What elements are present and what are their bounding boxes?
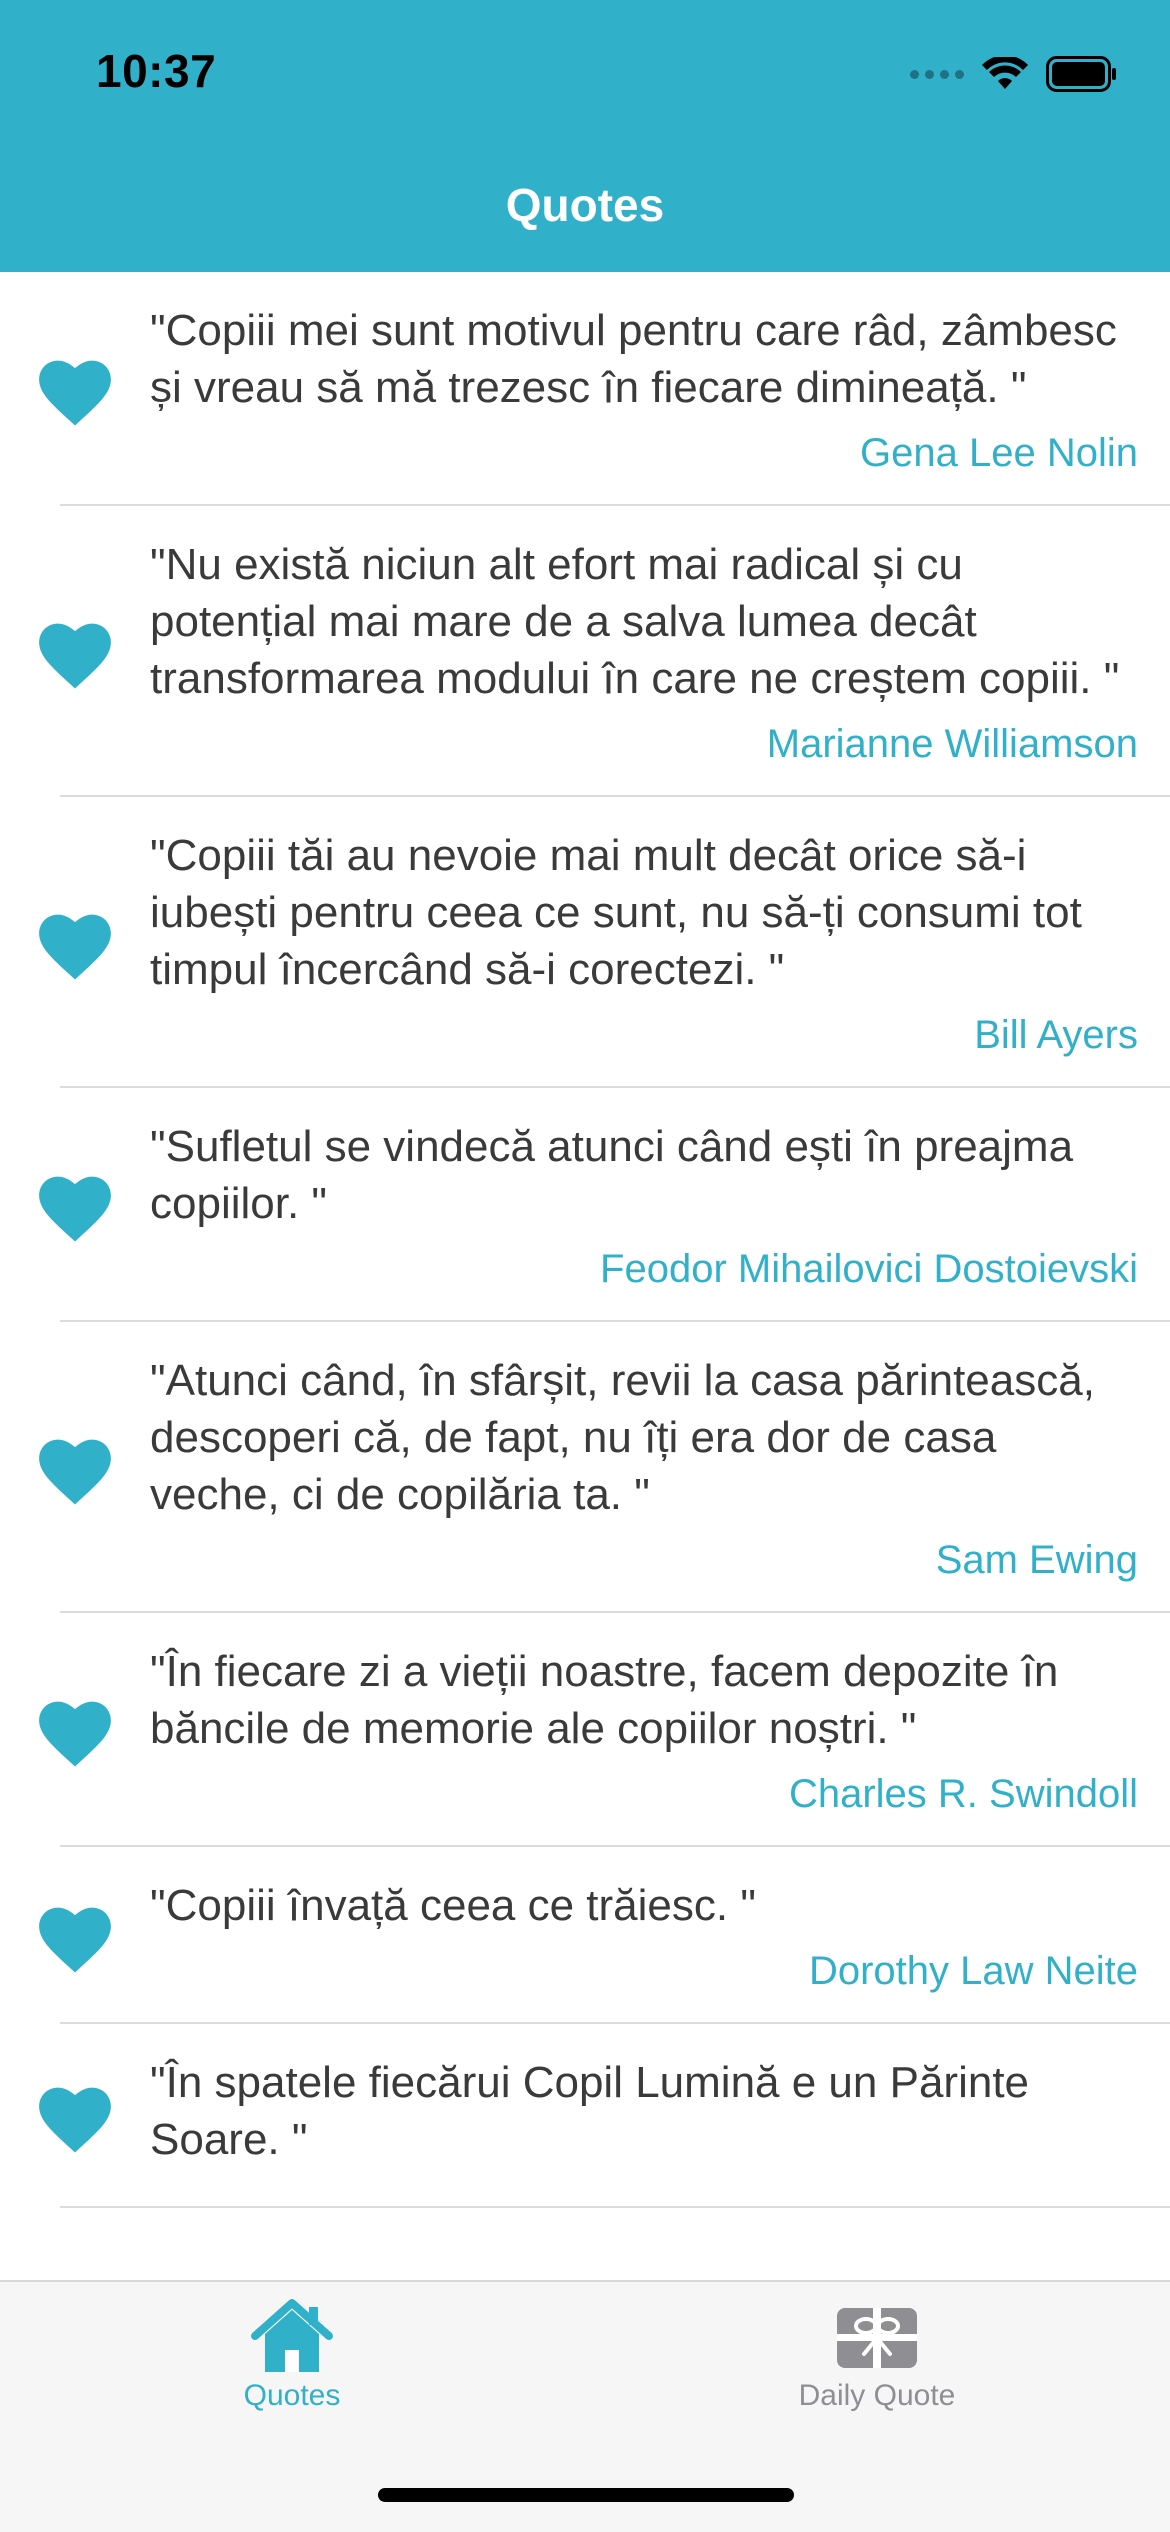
quote-content [150,1643,1138,1819]
home-icon [249,2298,335,2374]
battery-icon [1046,56,1118,92]
favorite-button[interactable] [0,615,150,691]
quote-author: Bill Ayers [974,1013,1138,1057]
quote-content [150,2054,1138,2180]
quote-content [150,827,1138,1060]
quote-content [150,302,1138,478]
list-item[interactable] [0,2024,1170,2208]
list-item[interactable] [0,1613,1170,1847]
favorite-button[interactable] [0,2079,150,2155]
quote-text: "Copiii mei sunt motivul pentru care râd, zâmbesc și vreau să mă trezesc în fiecare dimineață. " [150,306,1117,412]
page-title: Quotes [505,179,665,231]
quote-author: Dorothy Law Neite [808,1949,1138,1993]
favorite-button[interactable] [0,1168,150,1244]
favorite-button[interactable] [0,1899,150,1975]
quote-text: "Copiii învață ceea ce trăiesc. " [150,1881,756,1930]
quote-text: "Sufletul se vindecă atunci când ești în preajma copiilor. " [150,1122,1074,1228]
quote-text: "În fiecare zi a vieții noastre, facem depozite în băncile de memorie ale copiilor noștri. " [150,1647,1059,1753]
heart-icon [34,2079,116,2155]
list-item[interactable] [0,797,1170,1088]
tab-daily-quote-label: Daily Quote [798,2379,956,2412]
favorite-button[interactable] [0,1693,150,1769]
quote-text: "În spatele fiecărui Copil Lumină e un Părinte Soare. " [150,2058,1030,2164]
heart-icon [34,1693,116,1769]
heart-icon [34,615,116,691]
list-item[interactable] [0,272,1170,506]
quote-content [150,536,1138,769]
quote-author: Marianne Williamson [766,722,1138,766]
quote-author: Sam Ewing [935,1538,1138,1582]
favorite-button[interactable] [0,906,150,982]
quote-author: Gena Lee Nolin [860,431,1138,475]
favorite-button[interactable] [0,1431,150,1507]
tab-daily-quote[interactable] [727,2298,1027,2414]
wifi-icon [982,57,1028,91]
quote-text: "Nu există niciun alt efort mai radical și cu potențial mai mare de a salva lumea decât transformarea modului în care ne creștem copiii. " [150,540,1120,703]
signal-dots-icon [910,70,964,79]
quote-author: Feodor Mihailovici Dostoievski [600,1247,1138,1291]
navigation-header [0,0,1170,272]
favorite-button[interactable] [0,352,150,428]
quote-content [150,1877,1138,1996]
quote-author: Charles R. Swindoll [788,1772,1138,1816]
home-indicator[interactable] [378,2488,794,2502]
heart-icon [34,906,116,982]
list-item[interactable] [0,1847,1170,2024]
tab-quotes[interactable] [142,2298,442,2414]
heart-icon [34,1899,116,1975]
tab-quotes-label: Quotes [243,2379,341,2412]
status-icons [910,52,1118,96]
heart-icon [34,1168,116,1244]
list-item[interactable] [0,1088,1170,1322]
heart-icon [34,352,116,428]
list-item[interactable] [0,506,1170,797]
quote-content [150,1352,1138,1585]
quote-content [150,1118,1138,1294]
quote-text: "Atunci când, în sfârșit, revii la casa părintească, descoperi că, de fapt, nu îți era dor de casa veche, ci de copilăria ta. " [150,1356,1095,1519]
heart-icon [34,1431,116,1507]
quote-text: "Copiii tăi au nevoie mai mult decât orice să-i iubești pentru ceea ce sunt, nu să-ți consumi tot timpul încercând să-i corectezi. " [150,831,1082,994]
list-item[interactable] [0,1322,1170,1613]
quotes-list[interactable] [0,272,1170,2280]
status-time: 10:37 [96,45,217,97]
gift-icon [834,2298,920,2374]
